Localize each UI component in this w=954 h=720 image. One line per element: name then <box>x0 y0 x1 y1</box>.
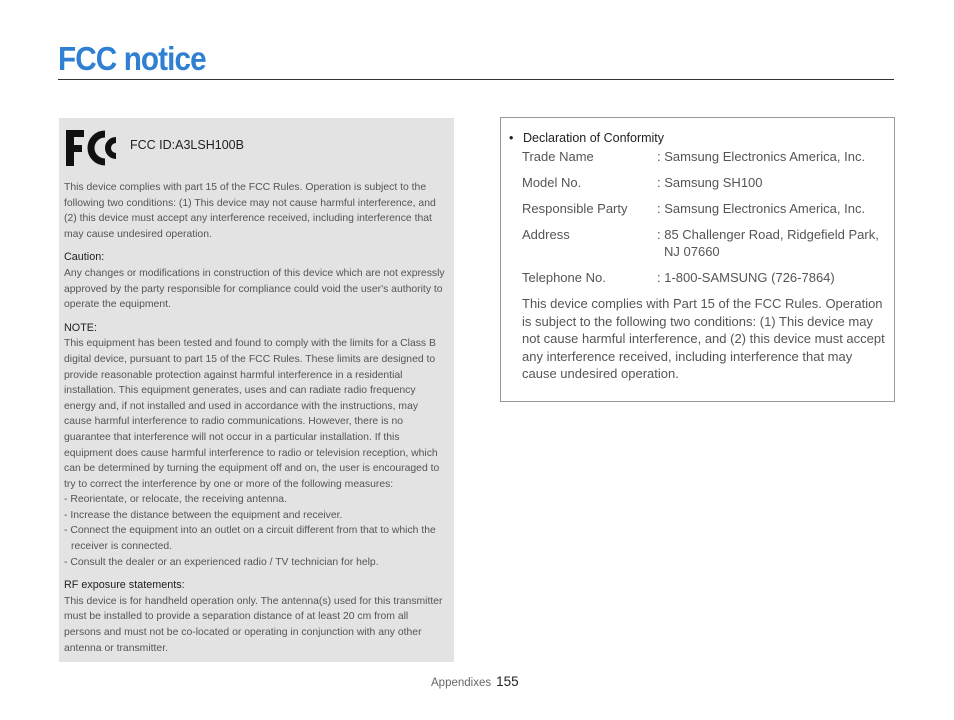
declaration-panel <box>500 117 895 402</box>
row-value <box>657 226 886 260</box>
fcc-header <box>64 128 448 180</box>
declaration-table <box>522 148 886 286</box>
list-item: - Reorientate, or relocate, the receiving antenna. <box>64 494 287 506</box>
row-value: : Samsung Electronics America, Inc. <box>657 149 866 164</box>
declaration-heading-text: Declaration of Conformity <box>523 131 665 145</box>
declaration-body: This device complies with Part 15 of the FCC Rules. Operation is subject to the following two conditions: (1) This device may not cause harmful interference, and (2) this device must accept any interference received, including interference that may cause undesired operation. <box>522 296 885 381</box>
row-value: : Samsung SH100 <box>657 175 763 190</box>
note-text: This equipment has been tested and found to comply with the limits for a Class B digital device, pursuant to part 15 of the FCC Rules. These limits are designed to provide reasonable protection against harmful interference in a residential installation. This equipment generates, uses and can radiate radio frequency energy and, if not installed and used in accordance with the instructions, may cause harmful interference to radio communications. However, there is no guarantee that interference will not occur in a particular installation. If this equipment does cause harmful interference to radio or television reception, which can be determined by turning the equipment off and on, the user is encouraged to try to correct the interference by one or more of the following measures: <box>64 338 440 490</box>
rf-heading: RF exposure statements: <box>64 579 185 592</box>
row-label: Model No. <box>522 175 582 190</box>
page-title: FCC notice <box>58 40 206 77</box>
table-row <box>522 174 886 191</box>
fcc-intro-text: This device complies with part 15 of the FCC Rules. Operation is subject to the following two conditions: (1) This device may not cause harmful interference, and (2) this device must accept any interference received, including interference that may cause undesired operation. <box>64 182 436 240</box>
footer-section: Appendixes <box>431 677 492 689</box>
table-row <box>522 200 886 217</box>
caution-heading: Caution: <box>64 251 105 264</box>
table-row <box>522 226 886 260</box>
fcc-info-panel <box>59 118 454 662</box>
caution-text: Any changes or modifications in construction of this device which are not expressly approved by the party responsible for compliance could void the user's authority to operate the equipment. <box>64 267 445 311</box>
fcc-id-label: FCC ID:A3LSH100B <box>130 138 244 152</box>
rf-text: This device is for handheld operation only. The antenna(s) used for this transmitter must be installed to provide a separation distance of at least 20 cm from all persons and must not be co-located or operating in conjunction with any other antenna or transmitter. <box>64 595 443 654</box>
fcc-logo-icon <box>64 128 122 168</box>
table-row <box>522 269 886 286</box>
address-line-2: NJ 07660 <box>664 244 720 259</box>
list-item: - Connect the equipment into an outlet on a circuit different from that to which the receiver is connected. <box>64 525 436 553</box>
table-row <box>522 148 886 165</box>
address-line-1: : 85 Challenger Road, Ridgefield Park, <box>657 227 879 242</box>
row-label: Trade Name <box>522 149 594 164</box>
row-value: : Samsung Electronics America, Inc. <box>657 201 866 216</box>
note-heading: NOTE: <box>64 321 97 334</box>
bullet-icon: • <box>509 131 514 145</box>
title-divider <box>58 79 894 80</box>
row-label: Address <box>522 227 570 242</box>
row-label: Telephone No. <box>522 270 606 285</box>
declaration-heading <box>509 128 886 148</box>
page-number: 155 <box>496 674 519 689</box>
page-footer <box>431 674 519 689</box>
row-label: Responsible Party <box>522 201 628 216</box>
list-item: - Increase the distance between the equipment and receiver. <box>64 509 343 521</box>
list-item: - Consult the dealer or an experienced radio / TV technician for help. <box>64 556 379 568</box>
measures-list <box>64 492 448 570</box>
row-value: : 1-800-SAMSUNG (726-7864) <box>657 270 835 285</box>
